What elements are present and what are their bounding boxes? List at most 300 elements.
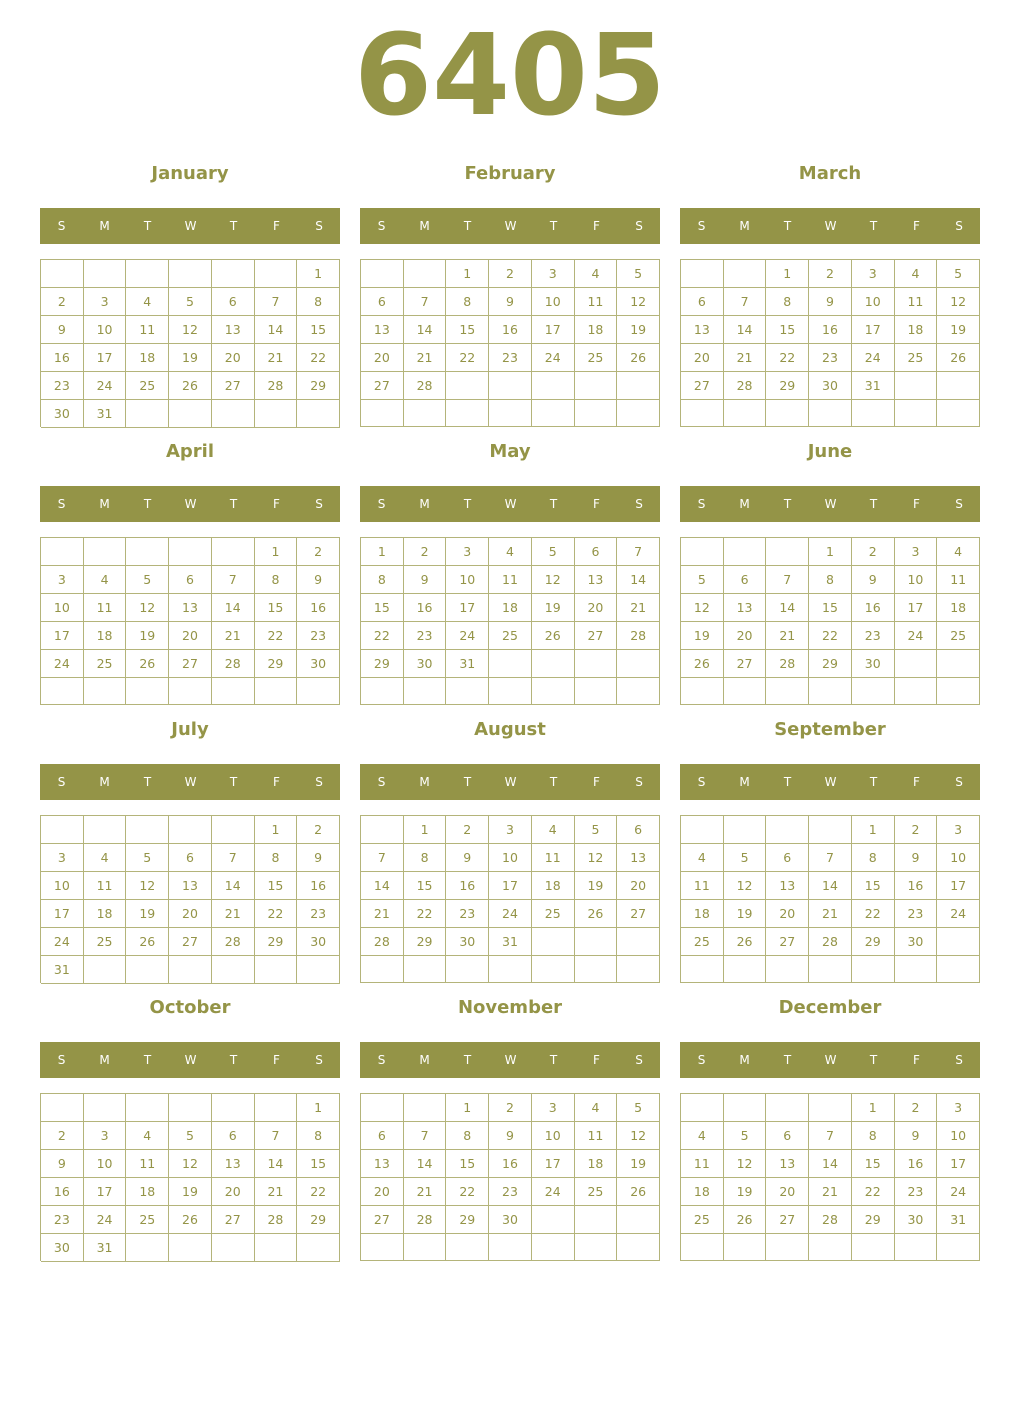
day-cell: 26 [532, 622, 575, 650]
empty-cell [575, 650, 618, 678]
day-cell: 15 [852, 872, 895, 900]
empty-cell [809, 1234, 852, 1261]
day-cell: 23 [297, 622, 340, 650]
day-cell: 21 [404, 1178, 447, 1206]
day-cell: 3 [41, 566, 84, 594]
day-cell: 5 [617, 260, 660, 288]
day-cell: 7 [255, 1122, 298, 1150]
weekday-label: S [697, 775, 706, 789]
day-cell: 3 [532, 1094, 575, 1122]
weekday-header [360, 1042, 660, 1078]
day-cell: 20 [361, 344, 404, 372]
day-cell: 27 [724, 650, 767, 678]
day-cell: 8 [766, 288, 809, 316]
empty-cell [852, 400, 895, 427]
day-cell: 3 [446, 538, 489, 566]
day-grid [360, 537, 660, 705]
day-cell: 11 [84, 594, 127, 622]
weekday-label: M [419, 1053, 430, 1067]
day-cell: 24 [84, 1206, 127, 1234]
empty-cell [895, 400, 938, 427]
empty-cell [575, 1206, 618, 1234]
empty-cell [446, 400, 489, 427]
day-cell: 14 [404, 316, 447, 344]
day-cell: 9 [489, 288, 532, 316]
day-cell: 14 [617, 566, 660, 594]
day-cell: 10 [84, 316, 127, 344]
day-cell: 17 [852, 316, 895, 344]
empty-cell [169, 538, 212, 566]
empty-cell [169, 956, 212, 984]
day-cell: 3 [937, 816, 980, 844]
day-cell: 29 [446, 1206, 489, 1234]
day-cell: 24 [489, 900, 532, 928]
empty-cell [126, 678, 169, 705]
empty-cell [404, 956, 447, 983]
day-cell: 19 [169, 344, 212, 372]
day-cell: 3 [937, 1094, 980, 1122]
weekday-label: T [549, 1053, 558, 1067]
empty-cell [617, 956, 660, 983]
weekday-label: T [143, 1053, 152, 1067]
day-cell: 3 [41, 844, 84, 872]
weekday-label: T [463, 219, 472, 233]
day-cell: 7 [404, 288, 447, 316]
weekday-label: M [419, 775, 430, 789]
weekday-label: S [955, 497, 963, 511]
day-cell: 2 [809, 260, 852, 288]
day-cell: 6 [724, 566, 767, 594]
day-cell: 7 [212, 566, 255, 594]
day-cell: 25 [681, 1206, 724, 1234]
empty-cell [724, 538, 767, 566]
day-cell: 31 [489, 928, 532, 956]
day-cell: 23 [297, 900, 340, 928]
day-cell: 2 [446, 816, 489, 844]
empty-cell [766, 678, 809, 705]
day-cell: 29 [852, 928, 895, 956]
day-cell: 4 [532, 816, 575, 844]
day-cell: 15 [255, 872, 298, 900]
weekday-label: T [463, 497, 472, 511]
day-cell: 17 [446, 594, 489, 622]
day-cell: 8 [255, 566, 298, 594]
empty-cell [169, 400, 212, 428]
day-cell: 23 [489, 1178, 532, 1206]
day-cell: 9 [809, 288, 852, 316]
day-cell: 28 [212, 650, 255, 678]
day-cell: 14 [255, 316, 298, 344]
day-cell: 8 [297, 1122, 340, 1150]
day-cell: 16 [41, 1178, 84, 1206]
empty-cell [361, 1094, 404, 1122]
weekday-label: S [697, 497, 706, 511]
day-cell: 16 [297, 872, 340, 900]
day-cell: 4 [681, 844, 724, 872]
day-cell: 12 [169, 316, 212, 344]
day-cell: 5 [617, 1094, 660, 1122]
month-name: October [149, 997, 231, 1018]
empty-cell [724, 1234, 767, 1261]
day-cell: 10 [937, 844, 980, 872]
day-grid [360, 815, 660, 983]
day-cell: 12 [169, 1150, 212, 1178]
day-cell: 22 [852, 900, 895, 928]
day-cell: 26 [681, 650, 724, 678]
month-name: February [464, 163, 556, 184]
empty-cell [575, 1234, 618, 1261]
day-cell: 17 [532, 316, 575, 344]
day-cell: 27 [169, 928, 212, 956]
empty-cell [937, 372, 980, 400]
day-cell: 9 [446, 844, 489, 872]
day-grid [360, 259, 660, 427]
day-cell: 8 [809, 566, 852, 594]
month-name: January [151, 163, 229, 184]
day-cell: 30 [404, 650, 447, 678]
empty-cell [212, 678, 255, 705]
day-cell: 17 [84, 1178, 127, 1206]
day-cell: 7 [361, 844, 404, 872]
weekday-label: S [315, 497, 323, 511]
day-cell: 12 [937, 288, 980, 316]
day-cell: 10 [41, 594, 84, 622]
weekday-label: T [549, 775, 558, 789]
empty-cell [681, 538, 724, 566]
weekday-label: W [184, 775, 197, 789]
empty-cell [126, 260, 169, 288]
day-cell: 6 [766, 1122, 809, 1150]
weekday-label: S [315, 1053, 323, 1067]
weekday-label: M [99, 775, 110, 789]
day-cell: 18 [532, 872, 575, 900]
day-cell: 6 [169, 844, 212, 872]
day-cell: 15 [255, 594, 298, 622]
day-cell: 7 [809, 844, 852, 872]
empty-cell [84, 678, 127, 705]
weekday-header [40, 208, 340, 244]
empty-cell [617, 1234, 660, 1261]
day-cell: 16 [404, 594, 447, 622]
day-cell: 26 [169, 1206, 212, 1234]
empty-cell [489, 400, 532, 427]
day-cell: 29 [809, 650, 852, 678]
day-cell: 23 [809, 344, 852, 372]
day-cell: 27 [766, 1206, 809, 1234]
day-cell: 22 [404, 900, 447, 928]
day-cell: 19 [169, 1178, 212, 1206]
empty-cell [446, 372, 489, 400]
day-cell: 12 [681, 594, 724, 622]
day-cell: 21 [809, 1178, 852, 1206]
empty-cell [361, 1234, 404, 1261]
day-cell: 10 [532, 288, 575, 316]
day-cell: 13 [169, 872, 212, 900]
day-cell: 22 [766, 344, 809, 372]
weekday-label: S [955, 219, 963, 233]
day-cell: 9 [852, 566, 895, 594]
day-cell: 24 [532, 1178, 575, 1206]
month-name: June [807, 441, 853, 462]
weekday-label: F [913, 775, 920, 789]
day-cell: 28 [617, 622, 660, 650]
weekday-label: S [57, 1053, 66, 1067]
empty-cell [766, 538, 809, 566]
weekday-label: M [99, 219, 110, 233]
weekday-header [40, 486, 340, 522]
day-cell: 7 [255, 288, 298, 316]
day-cell: 11 [126, 1150, 169, 1178]
weekday-label: T [783, 775, 792, 789]
day-cell: 4 [575, 1094, 618, 1122]
day-cell: 21 [617, 594, 660, 622]
day-cell: 17 [489, 872, 532, 900]
weekday-label: S [57, 219, 66, 233]
day-cell: 3 [489, 816, 532, 844]
weekday-label: S [57, 497, 66, 511]
day-cell: 29 [297, 372, 340, 400]
day-cell: 29 [766, 372, 809, 400]
empty-cell [212, 538, 255, 566]
empty-cell [404, 1094, 447, 1122]
day-cell: 11 [575, 1122, 618, 1150]
day-cell: 22 [255, 622, 298, 650]
month-name: July [171, 719, 209, 740]
day-cell: 21 [212, 622, 255, 650]
day-cell: 30 [895, 1206, 938, 1234]
empty-cell [724, 1094, 767, 1122]
empty-cell [937, 650, 980, 678]
empty-cell [937, 400, 980, 427]
empty-cell [361, 956, 404, 983]
day-cell: 6 [212, 1122, 255, 1150]
day-cell: 13 [766, 872, 809, 900]
weekday-label: W [184, 219, 197, 233]
day-cell: 23 [446, 900, 489, 928]
day-cell: 12 [126, 872, 169, 900]
day-cell: 1 [255, 816, 298, 844]
day-cell: 15 [766, 316, 809, 344]
day-cell: 16 [297, 594, 340, 622]
weekday-label: S [635, 219, 643, 233]
empty-cell [212, 956, 255, 984]
day-cell: 25 [575, 344, 618, 372]
empty-cell [532, 372, 575, 400]
empty-cell [169, 1094, 212, 1122]
day-cell: 13 [575, 566, 618, 594]
day-cell: 18 [489, 594, 532, 622]
weekday-label: T [143, 497, 152, 511]
day-cell: 10 [489, 844, 532, 872]
weekday-label: S [377, 497, 386, 511]
day-cell: 23 [895, 1178, 938, 1206]
day-cell: 11 [575, 288, 618, 316]
day-cell: 7 [617, 538, 660, 566]
empty-cell [532, 400, 575, 427]
empty-cell [41, 260, 84, 288]
day-cell: 25 [489, 622, 532, 650]
weekday-header [680, 764, 980, 800]
day-cell: 25 [126, 1206, 169, 1234]
day-cell: 16 [895, 1150, 938, 1178]
day-cell: 29 [255, 650, 298, 678]
day-cell: 18 [937, 594, 980, 622]
day-cell: 3 [852, 260, 895, 288]
empty-cell [617, 372, 660, 400]
day-cell: 2 [489, 1094, 532, 1122]
day-cell: 7 [212, 844, 255, 872]
weekday-label: M [419, 497, 430, 511]
weekday-label: S [697, 1053, 706, 1067]
day-cell: 5 [169, 1122, 212, 1150]
empty-cell [255, 400, 298, 428]
empty-cell [617, 678, 660, 705]
day-cell: 6 [361, 1122, 404, 1150]
weekday-label: T [869, 497, 878, 511]
weekday-label: M [739, 497, 750, 511]
day-cell: 21 [361, 900, 404, 928]
day-cell: 23 [41, 1206, 84, 1234]
day-cell: 4 [126, 288, 169, 316]
day-cell: 19 [532, 594, 575, 622]
weekday-label: F [593, 497, 600, 511]
day-cell: 2 [404, 538, 447, 566]
day-cell: 28 [766, 650, 809, 678]
day-cell: 5 [169, 288, 212, 316]
empty-cell [361, 816, 404, 844]
day-cell: 13 [617, 844, 660, 872]
empty-cell [766, 1094, 809, 1122]
day-cell: 8 [446, 1122, 489, 1150]
empty-cell [169, 816, 212, 844]
empty-cell [489, 956, 532, 983]
day-cell: 9 [41, 1150, 84, 1178]
empty-cell [361, 678, 404, 705]
day-cell: 29 [361, 650, 404, 678]
day-cell: 6 [617, 816, 660, 844]
day-cell: 29 [297, 1206, 340, 1234]
day-cell: 8 [852, 844, 895, 872]
day-cell: 21 [766, 622, 809, 650]
day-cell: 30 [297, 650, 340, 678]
month-name: November [457, 997, 563, 1018]
empty-cell [724, 400, 767, 427]
day-cell: 16 [446, 872, 489, 900]
weekday-label: F [913, 1053, 920, 1067]
day-cell: 20 [766, 900, 809, 928]
weekday-label: T [549, 497, 558, 511]
day-cell: 11 [895, 288, 938, 316]
day-cell: 20 [766, 1178, 809, 1206]
day-cell: 15 [404, 872, 447, 900]
empty-cell [766, 956, 809, 983]
day-cell: 14 [404, 1150, 447, 1178]
day-cell: 27 [212, 1206, 255, 1234]
empty-cell [361, 260, 404, 288]
day-cell: 22 [809, 622, 852, 650]
day-cell: 10 [446, 566, 489, 594]
empty-cell [575, 372, 618, 400]
empty-cell [212, 1094, 255, 1122]
weekday-header [40, 1042, 340, 1078]
empty-cell [575, 678, 618, 705]
weekday-label: T [869, 219, 878, 233]
day-cell: 19 [937, 316, 980, 344]
day-cell: 14 [361, 872, 404, 900]
empty-cell [84, 260, 127, 288]
day-cell: 5 [724, 844, 767, 872]
empty-cell [404, 678, 447, 705]
day-cell: 4 [84, 844, 127, 872]
day-cell: 25 [681, 928, 724, 956]
day-cell: 13 [212, 316, 255, 344]
day-cell: 2 [895, 1094, 938, 1122]
day-cell: 17 [84, 344, 127, 372]
day-cell: 16 [852, 594, 895, 622]
day-cell: 1 [852, 1094, 895, 1122]
day-cell: 13 [361, 316, 404, 344]
day-cell: 26 [724, 1206, 767, 1234]
day-cell: 11 [84, 872, 127, 900]
day-cell: 6 [575, 538, 618, 566]
empty-cell [895, 1234, 938, 1261]
day-cell: 2 [852, 538, 895, 566]
day-cell: 1 [446, 260, 489, 288]
day-cell: 8 [297, 288, 340, 316]
day-grid [680, 259, 980, 427]
empty-cell [169, 1234, 212, 1262]
day-cell: 9 [297, 844, 340, 872]
day-cell: 27 [361, 372, 404, 400]
empty-cell [446, 1234, 489, 1261]
day-cell: 30 [489, 1206, 532, 1234]
empty-cell [169, 678, 212, 705]
day-cell: 24 [852, 344, 895, 372]
weekday-label: W [504, 1053, 517, 1067]
day-cell: 1 [404, 816, 447, 844]
day-cell: 28 [809, 1206, 852, 1234]
empty-cell [489, 1234, 532, 1261]
day-cell: 14 [766, 594, 809, 622]
day-cell: 19 [724, 900, 767, 928]
month-name: March [798, 163, 862, 184]
day-cell: 21 [404, 344, 447, 372]
weekday-label: S [955, 1053, 963, 1067]
empty-cell [297, 400, 340, 428]
day-cell: 21 [724, 344, 767, 372]
day-cell: 4 [489, 538, 532, 566]
day-cell: 26 [937, 344, 980, 372]
empty-cell [126, 956, 169, 984]
day-cell: 20 [681, 344, 724, 372]
day-cell: 28 [404, 1206, 447, 1234]
day-cell: 1 [766, 260, 809, 288]
day-grid [40, 815, 340, 983]
empty-cell [532, 1234, 575, 1261]
weekday-label: T [143, 775, 152, 789]
empty-cell [84, 816, 127, 844]
weekday-label: F [273, 219, 280, 233]
weekday-label: S [377, 1053, 386, 1067]
day-cell: 29 [404, 928, 447, 956]
day-cell: 4 [681, 1122, 724, 1150]
weekday-label: T [869, 775, 878, 789]
empty-cell [895, 678, 938, 705]
day-cell: 12 [575, 844, 618, 872]
weekday-label: M [99, 1053, 110, 1067]
day-cell: 28 [809, 928, 852, 956]
empty-cell [297, 1234, 340, 1262]
